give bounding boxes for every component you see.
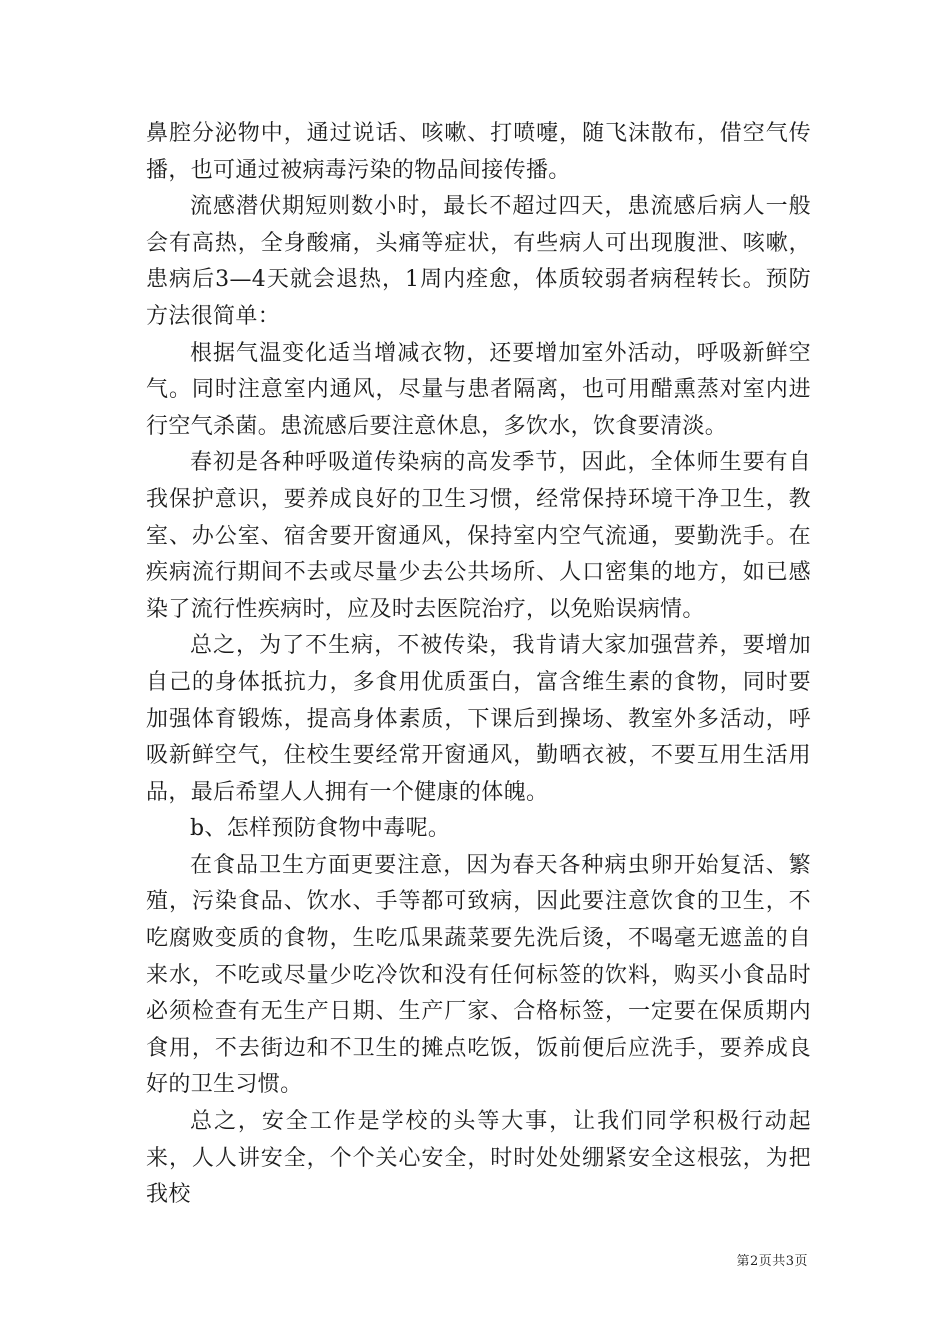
paragraph: 总之，安全工作是学校的头等大事，让我们同学积极行动起来，人人讲安全，个个关心安全，时时处处绷紧安全这根弦，为把我校 [146, 1109, 811, 1208]
document-body [146, 116, 811, 1214]
paragraph: 春初是各种呼吸道传染病的高发季节，因此，全体师生要有自我保护意识，要养成良好的卫生习惯，经常保持环境干净卫生，教室、办公室、宿舍要开窗通风，保持室内空气流通，要勤洗手。在疾病流行期间不去或尽量少去公共场所、人口密集的地方，如已感染了流行性疾病时，应及时去医院治疗，以免贻误病情。 [146, 450, 811, 622]
page-number: 第2页共3页 [736, 1254, 808, 1269]
paragraph: b、怎样预防食物中毒呢。 [190, 816, 451, 842]
paragraph: 总之，为了不生病，不被传染，我肯请大家加强营养，要增加自己的身体抵抗力，多食用优质蛋白，富含维生素的食物，同时要加强体育锻炼，提高身体素质，下课后到操场、教室外多活动，呼吸新鲜空气，住校生要经常开窗通风，勤晒衣被，不要互用生活用品，最后希望人人拥有一个健康的体魄。 [146, 633, 811, 805]
paragraph: 根据气温变化适当增减衣物，还要增加室外活动，呼吸新鲜空气。同时注意室内通风，尽量与患者隔离，也可用醋熏蒸对室内进行空气杀菌。患流感后要注意休息，多饮水，饮食要清淡。 [146, 340, 811, 439]
paragraph: 鼻腔分泌物中，通过说话、咳嗽、打喷嚏，随飞沫散布，借空气传播，也可通过被病毒污染的物品间接传播。 [146, 121, 811, 183]
paragraph: 流感潜伏期短则数小时，最长不超过四天，患流感后病人一般会有高热，全身酸痛，头痛等症状，有些病人可出现腹泄、咳嗽，患病后3—4天就会退热，1周内痊愈，体质较弱者病程转长。预防方法很简单： [146, 194, 811, 329]
paragraph: 在食品卫生方面更要注意，因为春天各种病虫卵开始复活、繁殖，污染食品、饮水、手等都可致病，因此要注意饮食的卫生，不吃腐败变质的食物，生吃瓜果蔬菜要先洗后烫，不喝毫无遮盖的自来水，不吃或尽量少吃冷饮和没有任何标签的饮料，购买小食品时必须检查有无生产日期、生产厂家、合格标签，一定要在保质期内食用，不去街边和不卫生的摊点吃饭，饭前便后应洗手，要养成良好的卫生习惯。 [146, 852, 811, 1098]
